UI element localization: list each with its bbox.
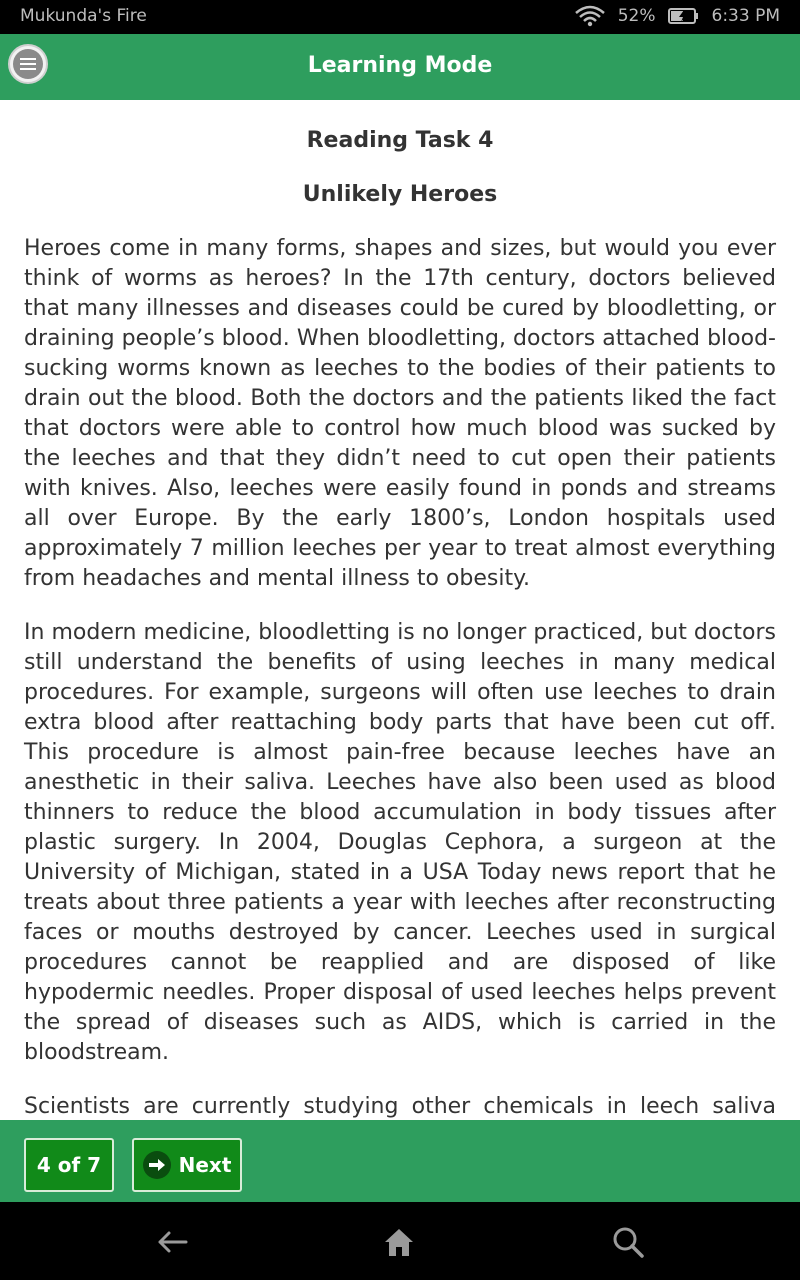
app-bar	[0, 34, 800, 100]
battery-charging-icon	[668, 7, 700, 25]
article-title: Unlikely Heroes	[302, 182, 498, 207]
carrier-name: Mukunda's Fire	[20, 6, 147, 26]
wifi-icon	[574, 5, 606, 27]
home-icon	[381, 1224, 417, 1260]
reading-content[interactable]	[0, 100, 800, 1120]
bottom-toolbar	[0, 1120, 800, 1202]
status-icons	[574, 5, 780, 27]
search-button[interactable]	[610, 1224, 646, 1260]
arrow-right-icon	[143, 1151, 171, 1179]
next-label: Next	[178, 1153, 232, 1177]
battery-percent: 52%	[617, 6, 656, 26]
next-button[interactable]	[132, 1138, 242, 1192]
page-title: Learning Mode	[307, 53, 493, 78]
back-button[interactable]	[154, 1224, 190, 1260]
paragraph: In modern medicine, bloodletting is no longer practiced, but doctors still understand the benefits of using leeches in many medical procedures. For example, surgeons will often use leeches to drain extra blood after reattaching body parts that have been cut off. This procedure is almost pain-free because leeches have an anesthetic in their saliva. Leeches have also been used as blood thinners to reduce the blood accumulation in body tissues after plastic surgery. In 2004, Douglas Cephora, a surgeon at the University of Michigan, stated in a USA Today news report that he treats about three patients a year with leeches after reconstructing faces or mouths destroyed by cancer. Leeches used in surgical procedures cannot be reapplied and are disposed of like hypodermic needles. Proper disposal of used leeches helps prevent the spread of diseases such as AIDS, which is carried in the bloodstream.	[24, 620, 776, 1065]
search-icon	[610, 1224, 646, 1260]
home-button[interactable]	[381, 1224, 417, 1260]
system-nav-bar	[0, 1202, 800, 1280]
article-body	[24, 234, 776, 1120]
paragraph: Scientists are currently studying other chemicals in leech saliva	[24, 1094, 776, 1119]
paragraph: Heroes come in many forms, shapes and sizes, but would you ever think of worms as heroes? In the 17th century, doctors believed that many illnesses and diseases could be cured by bloodletting, or draining people’s blood. When bloodletting, doctors attached blood-sucking worms known as leeches to the bodies of their patients to drain out the blood. Both the doctors and the patients liked the fact that doctors were able to control how much blood was sucked by the leeches and that they didn’t need to cut open their patients with knives. Also, leeches were easily found in ponds and streams all over Europe. By the early 1800’s, London hospitals used approximately 7 million leeches per year to treat almost everything from headaches and mental illness to obesity.	[24, 236, 776, 591]
task-heading: Reading Task 4	[306, 128, 494, 153]
page-indicator-button[interactable]: 4 of 7	[24, 1138, 114, 1192]
status-bar	[0, 0, 800, 34]
clock: 6:33 PM	[711, 6, 780, 26]
back-arrow-icon	[154, 1224, 190, 1260]
